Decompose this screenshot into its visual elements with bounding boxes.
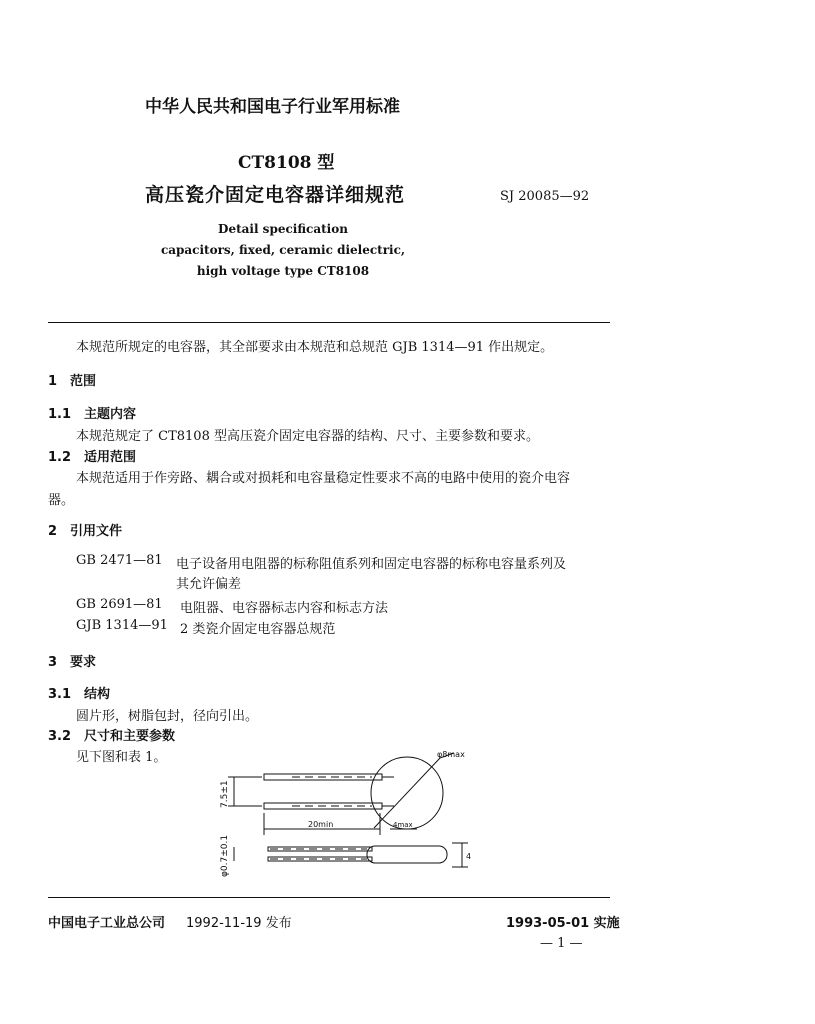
reference-title: 2 类瓷介固定电容器总规范 xyxy=(180,622,336,637)
lead-length-label: 20min xyxy=(308,820,334,829)
section-3-2-text: 见下图和表 1。 xyxy=(76,750,167,765)
footer-divider xyxy=(48,897,610,898)
english-title-line-3: high voltage type CT8108 xyxy=(196,264,370,278)
section-3-heading: 3 要求 xyxy=(48,655,97,670)
effective-date: 1993-05-01 实施 xyxy=(506,916,620,931)
section-1-2-text-line-1: 本规范适用于作旁路、耦合或对损耗和电容量稳定性要求不高的电路中使用的瓷介电容 xyxy=(76,471,571,486)
section-1-1-heading: 1.1 主题内容 xyxy=(48,407,137,422)
diameter-line xyxy=(374,758,440,828)
section-3-1-text: 圆片形，树脂包封，径向引出。 xyxy=(76,709,259,724)
section-3-1-heading: 3.1 结构 xyxy=(48,687,111,702)
model-title: CT8108 型 xyxy=(238,153,335,173)
english-title-line-2: capacitors, fixed, ceramic dielectric, xyxy=(160,243,406,257)
intro-paragraph: 本规范所规定的电容器，其全部要求由本规范和总规范 GJB 1314—91 作出规定。 xyxy=(76,340,554,355)
reference-code: GJB 1314—91 xyxy=(76,618,168,633)
section-1-1-text: 本规范规定了 CT8108 型高压瓷介固定电容器的结构、尺寸、主要参数和要求。 xyxy=(76,429,539,444)
section-3-2-heading: 3.2 尺寸和主要参数 xyxy=(48,729,176,744)
diameter-label: φ8max xyxy=(437,750,465,759)
section-1-2-heading: 1.2 适用范围 xyxy=(48,450,137,465)
lead-diameter-label: φ0.7±0.1 xyxy=(220,834,230,877)
pitch-label: 7.5±1 xyxy=(220,780,230,808)
section-1-2-text-line-2: 器。 xyxy=(48,493,75,508)
capacitor-dimension-drawing xyxy=(212,743,482,878)
header-divider xyxy=(48,322,610,323)
section-2-heading: 2 引用文件 xyxy=(48,524,123,539)
offset-label: 4max xyxy=(393,821,413,829)
issue-date: 1992-11-19 发布 xyxy=(186,916,292,931)
section-1-heading: 1 范围 xyxy=(48,374,97,389)
side-view-body xyxy=(367,846,447,863)
reference-code: GB 2471—81 xyxy=(76,553,163,568)
document-title: 高压瓷介固定电容器详细规范 xyxy=(145,184,406,206)
reference-code: GB 2691—81 xyxy=(76,597,163,612)
english-title-line-1: Detail specification xyxy=(218,222,348,236)
reference-title-continued: 其允许偏差 xyxy=(176,577,242,592)
standard-code: SJ 20085—92 xyxy=(500,189,590,204)
page-number: — 1 — xyxy=(540,936,583,951)
standard-header: 中华人民共和国电子行业军用标准 xyxy=(145,97,400,117)
reference-title: 电阻器、电容器标志内容和标志方法 xyxy=(180,601,389,616)
publisher: 中国电子工业总公司 xyxy=(48,916,166,931)
reference-title: 电子设备用电阻器的标称阻值系列和固定电容器的标称电容量系列及 xyxy=(176,557,567,572)
thickness-label: 4 xyxy=(466,852,472,861)
